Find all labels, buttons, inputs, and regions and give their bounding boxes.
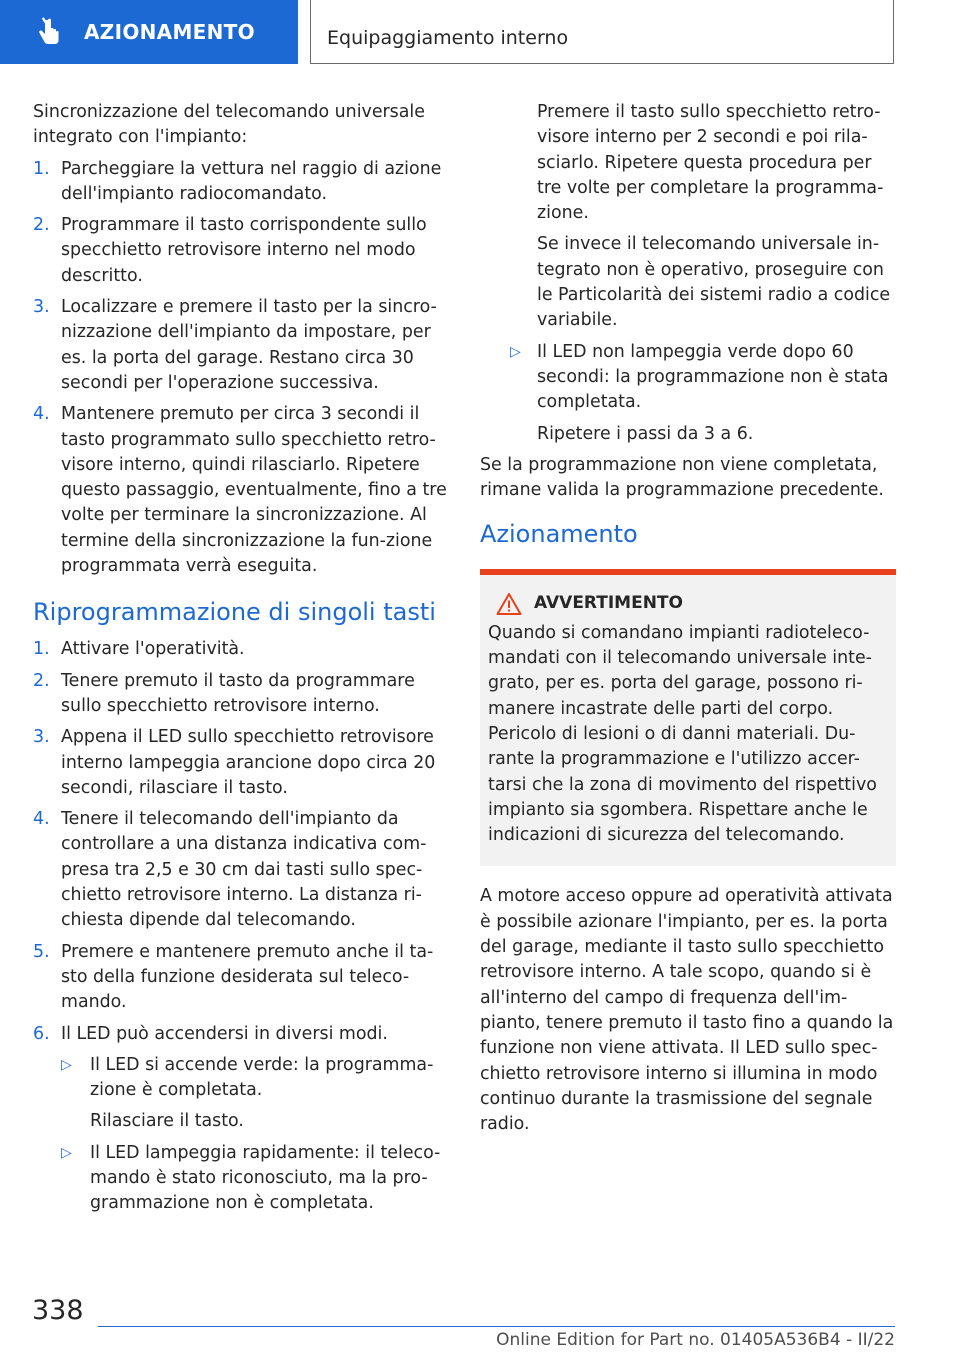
warning-header [488,591,888,616]
paragraph: A motore acceso oppure ad operatività attivata è possibile azionare l'impianto, per es. la porta del garage, mediante il tasto sullo specchietto retrovisore interno. A tale scopo, quando si è all'interno del campo di frequenza dell'im-pianto, tenere premuto il tasto fino a quando la funzione non viene attivata. Il LED sullo spec-chietto retrovisore interno si illumina in modo continuo durante la trasmissione del segnale radio. [480,886,894,1135]
step-text: Premere e mantenere premuto anche il ta-sto della funzione desiderata sul teleco-mando. [61,941,434,1013]
step-number: 1. [33,158,50,179]
step-text: Appena il LED sullo specchietto retrovisore interno lampeggia arancione dopo circa 20 secondi, rilasciare il tasto. [61,727,436,798]
step-number: 4. [33,404,50,425]
step-text: Attivare l'operatività. [61,639,245,660]
step-number: 6. [33,1023,50,1044]
footer-edition: Online Edition for Part no. 01405A536B4 - II/22 [496,1330,895,1350]
step-number: 3. [33,727,50,748]
page-number: 338 [32,1295,84,1326]
step-number: 2. [33,670,50,691]
hand-pointer-icon [34,17,64,47]
list-item [33,402,451,579]
warning-body: Quando si comandano impianti radioteleco-mandati con il telecomando universale inte-grato, per es. porta del garage, possono ri-manere incastrate delle parti del corpo. Pericolo di lesioni o di danni materiali. Du-rante la programmazione e l'utilizzo accer-tarsi che la zona di movimento del rispettivo impianto sia sgombera. Rispettare anche le indicazioni di sicurezza del telecomando. [488,622,877,846]
step-number: 5. [33,941,50,962]
list-item [33,157,451,208]
triangle-bullet-icon: ▷ [510,343,521,360]
section-heading: Azionamento [480,520,638,549]
chapter-label: Equipaggiamento interno [327,27,569,49]
sub-list-item [33,1141,451,1217]
list-item [33,807,451,933]
chapter-box [310,0,894,64]
list-item [33,940,451,1016]
indented-paragraph: Premere il tasto sullo specchietto retro-visore interno per 2 secondi e poi rila-sciarlo. Ripetere questa procedura per tre volte per completare la programma-zione. [537,102,884,224]
list-item [33,213,451,289]
step-text: Programmare il tasto corrispondente sullo specchietto retrovisore interno nel modo descritto. [61,215,427,286]
list-item [33,669,451,720]
step-number: 4. [33,809,50,830]
triangle-bullet-icon: ▷ [61,1056,72,1073]
sub-list-item [33,1053,451,1104]
list-item [33,725,451,801]
warning-triangle-icon [496,592,522,616]
triangle-bullet-icon: ▷ [61,1144,72,1161]
sub-list-item [480,340,896,416]
list-item [33,637,451,662]
list-item [33,295,451,396]
sub-item-text: Il LED non lampeggia verde dopo 60 secondi: la programmazione non è stata completata. [537,341,889,413]
step-text: Parcheggiare la vettura nel raggio di azione dell'impianto radiocomandato. [61,158,442,204]
indented-paragraph: Ripetere i passi da 3 a 6. [537,423,754,444]
warning-box [480,569,896,866]
section-heading: Riprogrammazione di singoli tasti [33,598,436,627]
step-number: 3. [33,297,50,318]
footer-divider [98,1326,895,1327]
page-header [0,0,960,66]
step-number: 1. [33,639,50,660]
left-column [33,100,451,1223]
warning-title: AVVERTIMENTO [534,593,683,614]
step-number: 2. [33,215,50,236]
section-tab [0,0,298,64]
step-text: Mantenere premuto per circa 3 secondi il tasto programmato sullo specchietto retro-visore interno, quindi rilasciarlo. Ripetere questo passaggio, eventualmente, fino a tre volte per terminare la sincronizzazione. Al termine della sincronizzazione la fun-zione programmata verrà eseguita. [61,404,447,577]
sub-item-text: Il LED lampeggia rapidamente: il teleco-mando è stato riconosciuto, ma la pro-grammazione non è completata. [90,1142,441,1214]
step-text: Tenere premuto il tasto da programmare sullo specchietto retrovisore interno. [61,670,415,716]
step-text: Tenere il telecomando dell'impianto da controllare a una distanza indicativa com-presa tra 2,5 e 30 cm dai tasti sullo spec-chietto retrovisore interno. La distanza ri-chiesta dipende dal telecomando. [61,809,427,931]
indented-paragraph: Se invece il telecomando universale in-tegrato non è operativo, proseguire con le Particolarità dei sistemi radio a codice variabile. [537,234,891,331]
paragraph: Se la programmazione non viene completata, rimane valida la programmazione precedente. [480,454,884,501]
sub-item-text: Il LED si accende verde: la programma-zione è completata. [90,1054,434,1101]
right-column [480,100,896,1143]
section-label: AZIONAMENTO [84,20,255,44]
indented-paragraph: Rilasciare il tasto. [90,1111,244,1132]
step-text: Localizzare e premere il tasto per la sincro-nizzazione dell'impianto da impostare, per es. la porta del garage. Restano circa 30 secondi per l'operazione successiva. [61,297,437,393]
list-item [33,1022,451,1047]
step-text: Il LED può accendersi in diversi modi. [61,1023,388,1044]
intro-paragraph: Sincronizzazione del telecomando universale integrato con l'impianto: [33,102,425,148]
